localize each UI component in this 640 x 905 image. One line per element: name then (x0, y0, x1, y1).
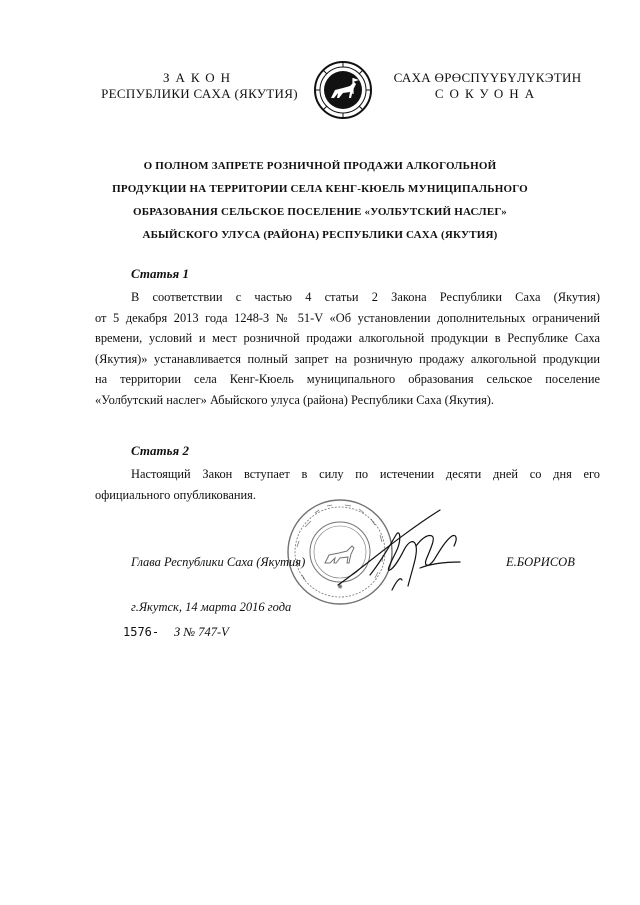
article-1-line: от 5 декабря 2013 года 1248-З № 51-V «Об установлении дополнительных ограничений (95, 310, 600, 325)
article-2-heading: Статья 2 (131, 443, 189, 458)
article-2-line: Настоящий Закон вступает в силу по истечении десяти дней со дня его (131, 467, 600, 481)
article-1-heading: Статья 1 (131, 266, 189, 281)
coat-of-arms-emblem-icon (313, 60, 373, 120)
article-1-line: «Уолбутский наслег» Абыйского улуса (района) Республики Саха (Якутия). (95, 392, 495, 407)
header-republic-name-sakha: САХА ӨРӨСПҮҮБҮЛҮКЭТИН (393, 70, 582, 85)
article-1-line: времени, условий и мест розничной продажи алкогольной продукции в Республике Саха (95, 331, 600, 345)
article-1-line: В соответствии с частью 4 статьи 2 Закона Республики Саха (Якутия) (131, 290, 600, 304)
law-title-line: ОБРАЗОВАНИЯ СЕЛЬСКОЕ ПОСЕЛЕНИЕ «УОЛБУТСКИЙ НАСЛЕГ» (133, 206, 507, 218)
header-law-word: ЗАКОН (162, 70, 237, 85)
law-title-line: ПРОДУКЦИИ НА ТЕРРИТОРИИ СЕЛА КЕНГ-КЮЕЛЬ МУНИЦИПАЛЬНОГО (112, 183, 528, 195)
header-republic-name: РЕСПУБЛИКИ САХА (ЯКУТИЯ) (101, 86, 298, 101)
handwritten-signature-icon (330, 490, 490, 600)
header-right (380, 70, 595, 102)
signer-title: Глава Республики Саха (Якутия) (131, 555, 306, 569)
registration-number: З № 747-V (174, 625, 229, 639)
header-left (92, 70, 307, 102)
article-1-line: (Якутия)» устанавливается полный запрет на розничную продажу алкогольной продукции (95, 351, 600, 366)
article-1-text (95, 287, 600, 410)
law-title (110, 155, 530, 247)
signer-name: Е.БОРИСОВ (506, 555, 575, 569)
law-title-line: АБЫЙСКОГО УЛУСА (РАЙОНА) РЕСПУБЛИКИ САХА (ЯКУТИЯ) (142, 229, 498, 241)
place-and-date: г.Якутск, 14 марта 2016 года (131, 600, 292, 614)
article-1-line: на территории села Кенг-Кюель муниципального образования сельское поселение (95, 372, 600, 386)
registration-prefix: 1576- (123, 625, 160, 639)
svg-text:✸: ✸ (337, 583, 343, 591)
header-law-word-sakha: СОКУОНА (434, 86, 541, 101)
article-2-line: официального опубликования. (95, 487, 256, 502)
law-title-line: О ПОЛНОМ ЗАПРЕТЕ РОЗНИЧНОЙ ПРОДАЖИ АЛКОГОЛЬНОЙ (143, 160, 497, 172)
